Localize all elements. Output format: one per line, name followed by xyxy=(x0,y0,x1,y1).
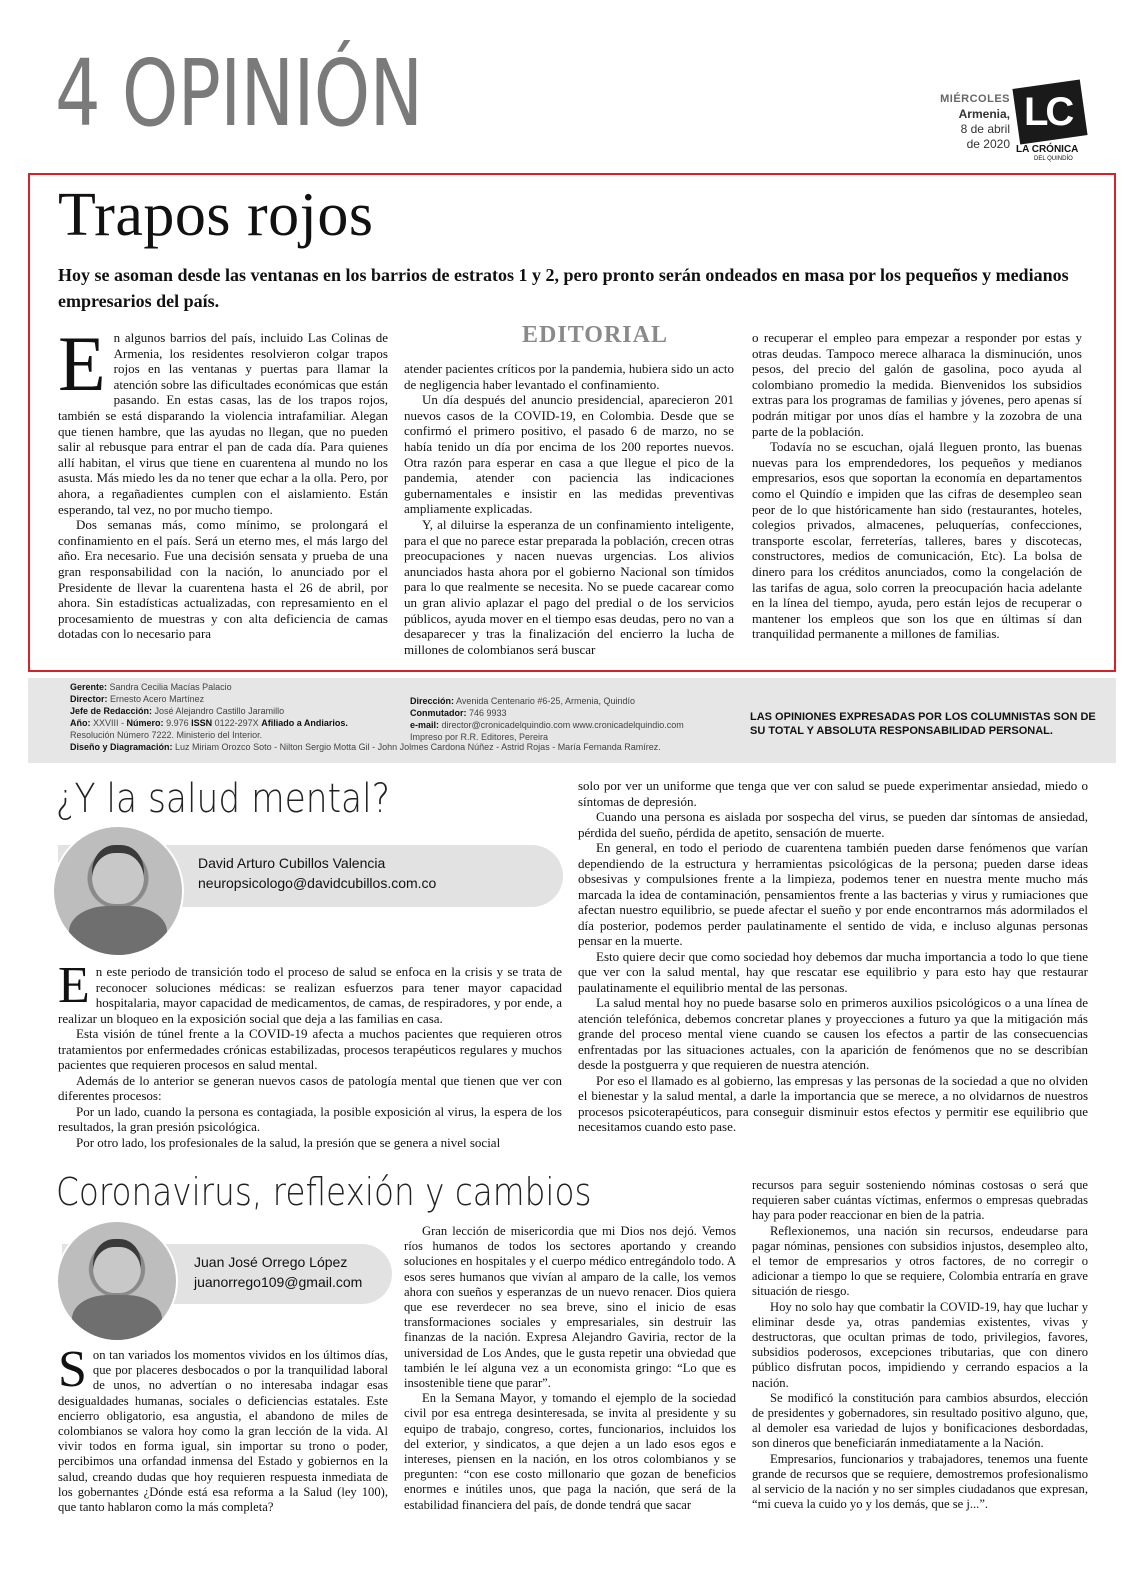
column2-title: Coronavirus, reflexión y cambios xyxy=(56,1170,592,1214)
column1-author-photo xyxy=(52,825,184,957)
resolucion: Resolución Número 7222. Ministerio del Interior. xyxy=(70,730,263,740)
logo-letters: LC xyxy=(1024,90,1072,134)
conmutador: 746 9933 xyxy=(469,708,507,718)
column1-right-text: solo por ver un uniforme que tenga que ver con salud se puede experimentar ansiedad, miedo o síntomas de depresión. Cuando una persona es aislada por sospecha del virus, se pueden dar síntomas de ansiedad, pérdida del sueño, pérdida de apetito, sensación de muerte. En general, en todo el periodo de cuarentena también pueden darse fenómenos que varían dependiendo de la estructura y herramientas psicológicas de la persona; pueden darse ideas obsesivas y compulsiones frente a la limpieza, podemos tener en nuestra mente mucho más marcada la idea de contaminación, pensamientos frente a las bacterias y virus y rumiaciones que afectan nuestro equilibrio, se puede afectar el sueño y por ende encontrarnos más adormilados el día posterior, podemos perder paulatinamente el sentido de vida, e incluso algunas personas pensar en la muerte. Esto quiere decir que como sociedad hoy debemos dar mucha importancia a todo lo que tiene que ver con la salud mental, hay que rescatar ese equilibrio y para esto hay que restaurar paulatinamente el equilibrio mental de las personas. La salud mental hoy no puede basarse solo en primeros auxilios psicológicos o a una línea de atención telefónica, debemos concretar planes y proyecciones a futuro ya que la mitigación más grande del proceso mental viene cuando se causen los efectos a partir de las consecuencias enfrentadas por las situaciones actuales, con la aparición de fenómenos que no se describían desde la postguerra y que requieren de nuestra atención. Por eso el llamado es al gobierno, las empresas y las personas de la sociedad a que no olviden el bienestar y la salud mental, a darle la importancia que se merece, a no olvidarnos de nuestros procesos psicoterapéuticos, para conseguir disminuir estos efectos y permitir ese equilibrio que necesitamos cuando esto pase. xyxy=(578,778,1088,1134)
dropcap: E xyxy=(58,320,106,407)
editorial-headline: Trapos rojos xyxy=(58,181,374,249)
diseno: Luz Miriam Orozco Soto - Nilton Sergio Motta Gil - John Jolmes Cardona Núñez - Astrid Rojas - María Fernanda Ramírez. xyxy=(175,742,661,752)
column2-author: Juan José Orrego López xyxy=(194,1254,348,1270)
column1-author: David Arturo Cubillos Valencia xyxy=(198,855,386,871)
column1-left-text: En este periodo de transición todo el proceso de salud se enfoca en la crisis y se trata de reconocer soluciones médicas: se realizan esfuerzos para tener mayor capacidad hospitalaria, mayor capacidad de medicamentos, de camas, de respiradores, y por ende, a realizar un bloqueo en la exposición social que deja a las familias en casa. Esta visión de túnel frente a la COVID-19 afecta a muchos pacientes que requieren otros tratamientos por enfermedades crónicas estabilizadas, procesos terapéuticos regulares y muchos pacientes que requieren procesos en salud mental. Además de lo anterior se generan nuevos casos de patología mental que tienen que ver con diferentes procesos: Por un lado, cuando la persona es contagiada, la posible exposición al virus, la espera de los resultados, la gran presión psicológica. Por otro lado, los profesionales de la salud, la presión que se genera a nivel social xyxy=(58,957,562,1150)
editorial-paragraph: En algunos barrios del país, incluido Las Colinas de Armenia, los residentes resolvieron colgar trapos rojos en las ventanas y puertas para llamar la atención sobre las dificultades económicas que están pasando. En estas casas, las de los trapos rojos, también se está disparando la violencia intrafamiliar. Alegan que tienen hambre, que las ayudas no llegan, que no pueden salir al rebusque para entrar el pan de cada día. Para quienes allí habitan, el virus que tiene en cuarentena al mundo no los asusta. Más miedo les da no tener que echar a la olla. Pero, por ahora, a regañadientes cumplen con el aislamiento. Están esperando, tal vez, no por mucho tiempo. xyxy=(58,320,388,517)
dropcap: S xyxy=(58,1341,87,1398)
direccion: Avenida Centenario #6-25, Armenia, Quindío xyxy=(456,696,635,706)
section-number: 4 xyxy=(55,40,100,147)
logo-name: LA CRÓNICA xyxy=(1016,144,1079,155)
column2-author-photo xyxy=(56,1220,178,1342)
column2-col1-text: Son tan variados los momentos vividos en los últimos días, que por placeres desbocados o por la tranquilidad laboral de unos, no advertían o no interesaba indagar esas desigualdades humanas, sociales o deficiencias estatales. Este encierro obligatorio, esa angustia, el abandono de miles de colombianos se valora hoy como la gran lección de la vida. Al vivir todos en forma igual, sin importar su trono o poder, percibimos una orfandad inmensa del Estado y gobiernos en la salud, creando dudas que hoy requieren respuesta inmediata de los gobernantes ¿Dónde está esa reforma a la Salud (ley 100), que tanto hablaron como la más completa? xyxy=(58,1341,388,1515)
column2-col2-text: Gran lección de misericordia que mi Dios nos dejó. Vemos ríos humanos de todos los sectores aportando y creando soluciones en hospitales y el cuerpo médico entregándolo todo. A esos seres humanos que vivían al amparo de la calle, los vemos ahora con sueños y esperanzas de un nuevo renacer. Dios quiera que ese reverdecer no sea breve, sino el inicio de esas transformaciones sociales y empresariales, sin destruir las finanzas de la nación. Expresa Alejandro Gaviria, rector de la universidad de Los Andes, que le gusta repetir una obviedad que también le leí alguna vez a un economista gringo: “Lo que es insostenible tiene que parar”. En la Semana Mayor, y tomando el ejemplo de la sociedad civil por esa entrega desinteresada, se invita al presidente y su equipo de trabajo, congreso, cortes, funcionarios, incluidos los del exterior, y sindicatos, a que dejen a un lado esos egos e intereses, piensen en la nación, en los otros colombianos y se pregunten: “con ese costo millonario que gozan de beneficios enormes e inútiles unos, que paga la nación, que será de la estabilidad financiera del país, de donde tendrá que sacar xyxy=(404,1224,736,1512)
section-name: OPINIÓN xyxy=(121,40,423,147)
editorial-column-3 xyxy=(752,330,1082,642)
date-line2: de 2020 xyxy=(966,137,1010,151)
column1-email[interactable]: neuropsicologo@davidcubillos.com.co xyxy=(198,875,437,891)
email-link[interactable]: director@cronicadelquindio.com www.cronicadelquindio.com xyxy=(441,720,684,730)
dropcap: E xyxy=(58,957,90,1014)
masthead-staff: Gerente: Sandra Cecilia Macías Palacio Director: Ernesto Acero Martínez Jefe de Redacción: José Alejandro Castillo Jaramillo Año: XXVIII - Número: 9.976 ISSN 0122-297X Afiliado a Andiarios. Resolución Número 7222. Ministerio del Interior. Diseño y Diagramación: Luz Miriam Orozco Soto - Nilton Sergio Motta Gil - John Jolmes Cardona Núñez - Astrid Rojas - María Fernanda Ramírez. xyxy=(70,681,730,753)
editorial-paragraph: atender pacientes críticos por la pandemia, hubiera sido un acto de negligencia haber levantado el confinamiento. xyxy=(404,361,734,392)
column2-col3-text: recursos para seguir sosteniendo nóminas costosas o será que requieren saber cuántas víctimas, enfermos o empresas quebradas hay para poder reaccionar en bien de la patria. Reflexionemos, una nación sin recursos, endeudarse para pagar nóminas, pensiones con subsidios injustos, desempleo alto, el temor de empresarios y otros factores, de no corregir o adicionar a tiempo lo que se requiere, Colombia entraría en grave situación de riesgo. Hoy no solo hay que combatir la COVID-19, hay que luchar y eliminar desde ya, otras pandemias existentes, vivas y destructoras, que ocultan primas de todo, privilegios, favores, subsidios poderosos, excepciones tributarias, que con dinero público disfrutan pocos, impidiendo y cerrando espacios a la nación. Se modificó la constitución para cambios absurdos, elección de presidentes y gobernadores, sin resultado positivo alguno, que, al demoler esa variedad de lujos y bonificaciones desbordadas, son dineros que beneficiarán inmediatamente a la Nación. Empresarios, funcionarios y trabajadores, tenemos una fuente grande de recursos que se requiere, demostremos profesionalismo al servicio de la nación y no ser simples ciudadanos que expresan, “mi cueva la cuido yo y los demás, que se j...”. xyxy=(752,1178,1088,1512)
gerente: Sandra Cecilia Macías Palacio xyxy=(109,682,232,692)
column1-title: ¿Y la salud mental? xyxy=(56,776,390,822)
dateline xyxy=(920,92,1010,152)
editorial-paragraph: Un día después del anuncio presidencial, aparecieron 201 nuevos casos de la COVID-19, en Colombia. Desde que se confirmó el primero positivo, el pasado 6 de marzo, no se había tenido un día por encima de los 200 reportes nuevos. Otra razón para esperar en casa a que llegue el pico de la pandemia, atender con paciencia las indicaciones gubernamentales e insistir en las medidas preventivas ampliamente explicadas. xyxy=(404,392,734,517)
date-line1: 8 de abril xyxy=(960,122,1010,136)
jefe-redaccion: José Alejandro Castillo Jaramillo xyxy=(154,706,285,716)
logo-sub: DEL QUINDÍO xyxy=(1034,156,1073,162)
editorial-paragraph: Todavía no se escuchan, ojalá lleguen pronto, las buenas nuevas para los emprendedores, los pequeños y medianos empresarios, esos que soportan la economía en departamentos como el Quindío e impiden que las cifras de desempleo sean peor de lo que históricamente han sido (restaurantes, hoteles, colegios privados, almacenes, peluquerías, confecciones, transporte escolar, ferreterías, talleres, bares y discotecas, constructores, medios de comunicación, Etc). La bolsa de dinero para los créditos anunciados, como la congelación de las tarifas de agua, solo corren la preocupación hacia adelante en la línea del tiempo, ayuda, pero están lejos de recuperar o mantener los empleos que son los que en últimas sí dan tranquilidad permanente a millones de familias. xyxy=(752,439,1082,642)
date-city: Armenia, xyxy=(958,107,1010,121)
editorial-paragraph: Y, al diluirse la esperanza de un confinamiento inteligente, para el que no parece estar preparada la población, crecen otras preocupaciones y nacen nuevas urgencias. Los alivios anunciados hasta ahora por el gobierno Nacional son tímidos para lo que realmente se necesita. No se puede cacarear como un gran alivio aplazar el pago del predial o de los servicios públicos, ayuda mover en el tiempo esas deudas, pero no van a desaparecer y tras la finalización del encierro la lucha de millones de colombianos será buscar xyxy=(404,516,734,657)
editorial-label: EDITORIAL xyxy=(522,322,668,348)
masthead-box xyxy=(28,678,1116,763)
director: Ernesto Acero Martínez xyxy=(110,694,205,704)
disclaimer: LAS OPINIONES EXPRESADAS POR LOS COLUMNISTAS SON DE SU TOTAL Y ABSOLUTA RESPONSABILIDAD PERSONAL. xyxy=(750,711,1096,737)
date-day: MIÉRCOLES xyxy=(940,93,1010,105)
editorial-paragraph: o recuperar el empleo para empezar a responder por estas y otras deudas. Tampoco merece alharaca la disminución, unos pesos, del precio del galón de gasolina, poco ayuda al colombiano promedio la medida. Bienvenidos los subsidios extras para los programas de familias y jóvenes, pero apenas sí podrán mitigar por unos días el hambre y la zozobra de una parte de la población. xyxy=(752,330,1082,439)
masthead-contact: Dirección: Avenida Centenario #6-25, Armenia, Quindío Conmutador: 746 9933 e-mail: director@cronicadelquindio.com www.cronicadelquindio.com Impreso por R.R. Editores, Pereira xyxy=(410,695,750,743)
section-title xyxy=(55,40,423,147)
editorial-column-1 xyxy=(58,320,388,642)
newspaper-logo xyxy=(1016,84,1088,168)
column2-email[interactable]: juanorrego109@gmail.com xyxy=(194,1274,363,1290)
impreso: Impreso por R.R. Editores, Pereira xyxy=(410,732,549,742)
editorial-paragraph: Dos semanas más, como mínimo, se prolongará el confinamiento en el país. Será un eterno mes, el más largo del año. Era necesario. Fue una decisión sensata y prueba de una gran responsabilidad con la nación, lo anunciado por el Presidente de llevar la cuarentena hasta el 26 de abril, por ahora. Sin estadísticas actualizadas, con represamiento en el procesamiento de muestras y con alta deficiencia de camas dotadas con lo necesario para xyxy=(58,517,388,642)
editorial-column-2 xyxy=(404,361,734,657)
editorial-deck: Hoy se asoman desde las ventanas en los barrios de estratos 1 y 2, pero pronto serán ondeados en masa por los pequeños y medianos empresarios del país. xyxy=(58,265,1069,311)
